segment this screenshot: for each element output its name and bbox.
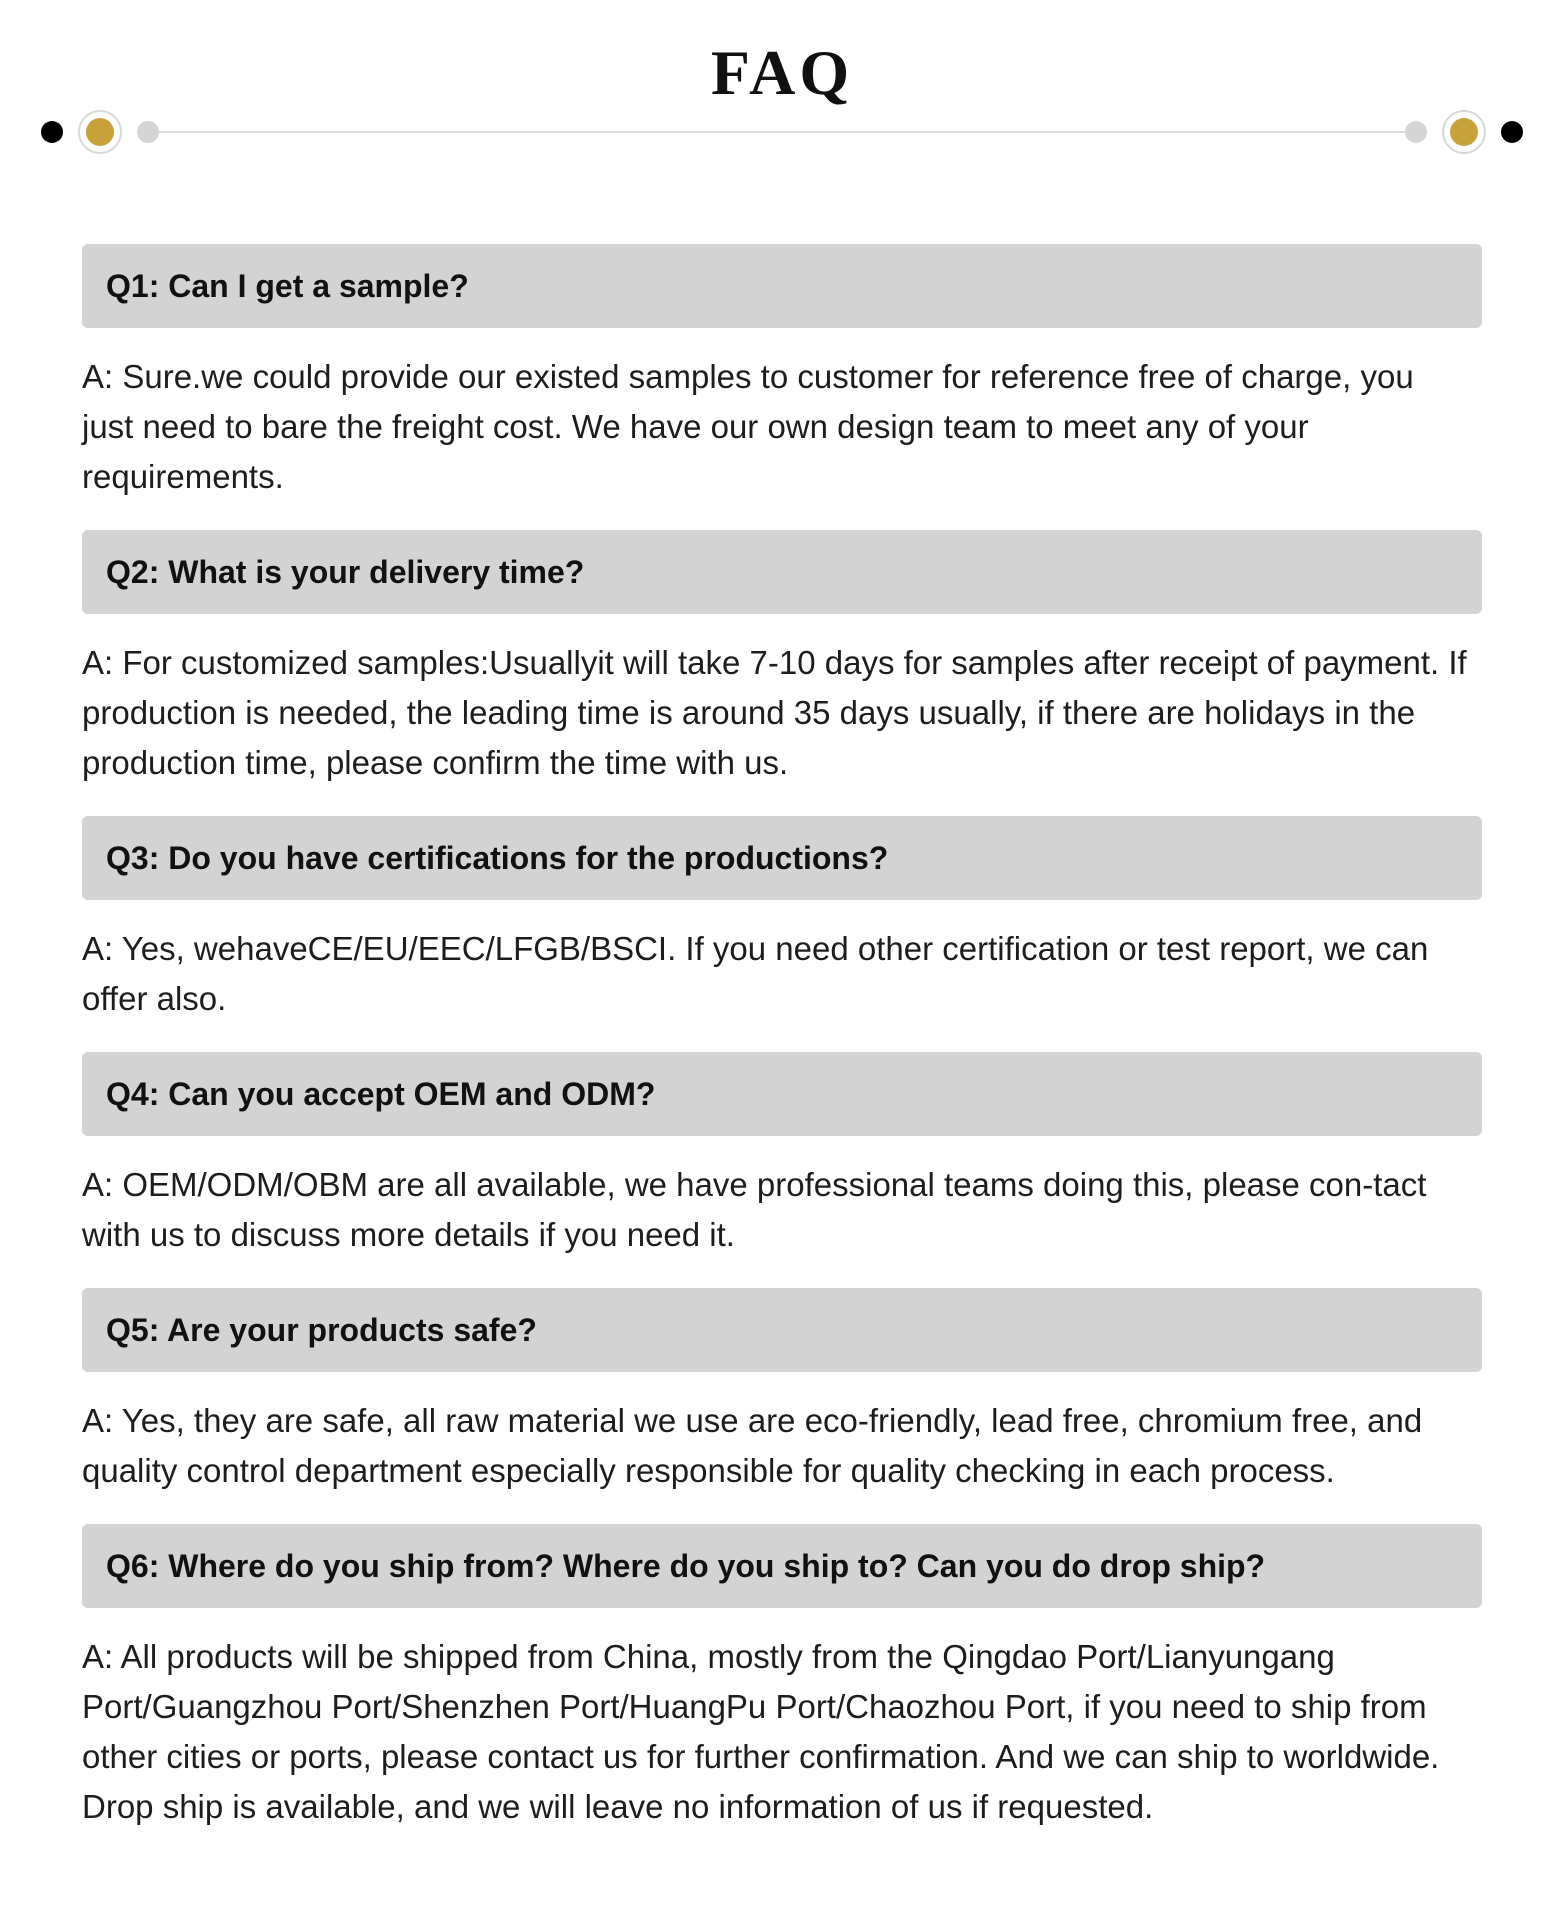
faq-item-6: [82, 1524, 1482, 1832]
answer-text: A: OEM/ODM/OBM are all available, we have professional teams doing this, please con-tact with us to discuss more details if you need it.: [82, 1166, 1427, 1253]
answer-text: A: All products will be shipped from China, mostly from the Qingdao Port/Lianyungang Port/Guangzhou Port/Shenzhen Port/HuangPu Port/Chaozhou Port, if you need to ship from other cities or ports, please contact us for further confirmation. And we can ship to worldwide. Drop ship is available, and we will leave no information of us if requested.: [82, 1638, 1440, 1825]
faq-item-1: [82, 244, 1482, 502]
answer-text: A: For customized samples:Usuallyit will take 7-10 days for samples after receipt of payment. If production is needed, the leading time is around 35 days usually, if there are holidays in the production time, please confirm the time with us.: [82, 644, 1467, 781]
dot-icon: [137, 121, 159, 143]
gold-dot-icon: [1442, 110, 1486, 154]
question-bar: [82, 1052, 1482, 1136]
question-text: Q4: Can you accept OEM and ODM?: [106, 1075, 656, 1112]
page-title: FAQ: [710, 37, 854, 108]
answer-text: A: Yes, wehaveCE/EU/EEC/LFGB/BSCI. If you need other certification or test report, we can offer also.: [82, 930, 1429, 1017]
question-text: Q1: Can I get a sample?: [106, 267, 469, 304]
question-bar: [82, 244, 1482, 328]
dot-icon: [1405, 121, 1427, 143]
question-bar: [82, 1524, 1482, 1608]
gold-dot-icon: [78, 110, 122, 154]
dot-icon: [1501, 121, 1523, 143]
question-text: Q5: Are your products safe?: [106, 1311, 537, 1348]
question-bar: [82, 1288, 1482, 1372]
question-text: Q6: Where do you ship from? Where do you ship to? Can you do drop ship?: [106, 1547, 1266, 1584]
answer-text: A: Yes, they are safe, all raw material we use are eco-friendly, lead free, chromium free, and quality control department especially responsible for quality checking in each process.: [82, 1402, 1423, 1489]
dot-icon: [41, 121, 63, 143]
answer-text: A: Sure.we could provide our existed samples to customer for reference free of charge, you just need to bare the freight cost. We have our own design team to meet any of your requirements.: [82, 358, 1414, 495]
faq-item-5: [82, 1288, 1482, 1496]
question-bar: [82, 530, 1482, 614]
question-text: Q3: Do you have certifications for the productions?: [106, 839, 889, 876]
faq-list: [82, 244, 1482, 1860]
faq-item-4: [82, 1052, 1482, 1260]
faq-item-2: [82, 530, 1482, 788]
question-bar: [82, 816, 1482, 900]
title-divider: [0, 100, 1564, 164]
divider-rule: [150, 131, 1414, 133]
question-text: Q2: What is your delivery time?: [106, 553, 585, 590]
faq-item-3: [82, 816, 1482, 1024]
